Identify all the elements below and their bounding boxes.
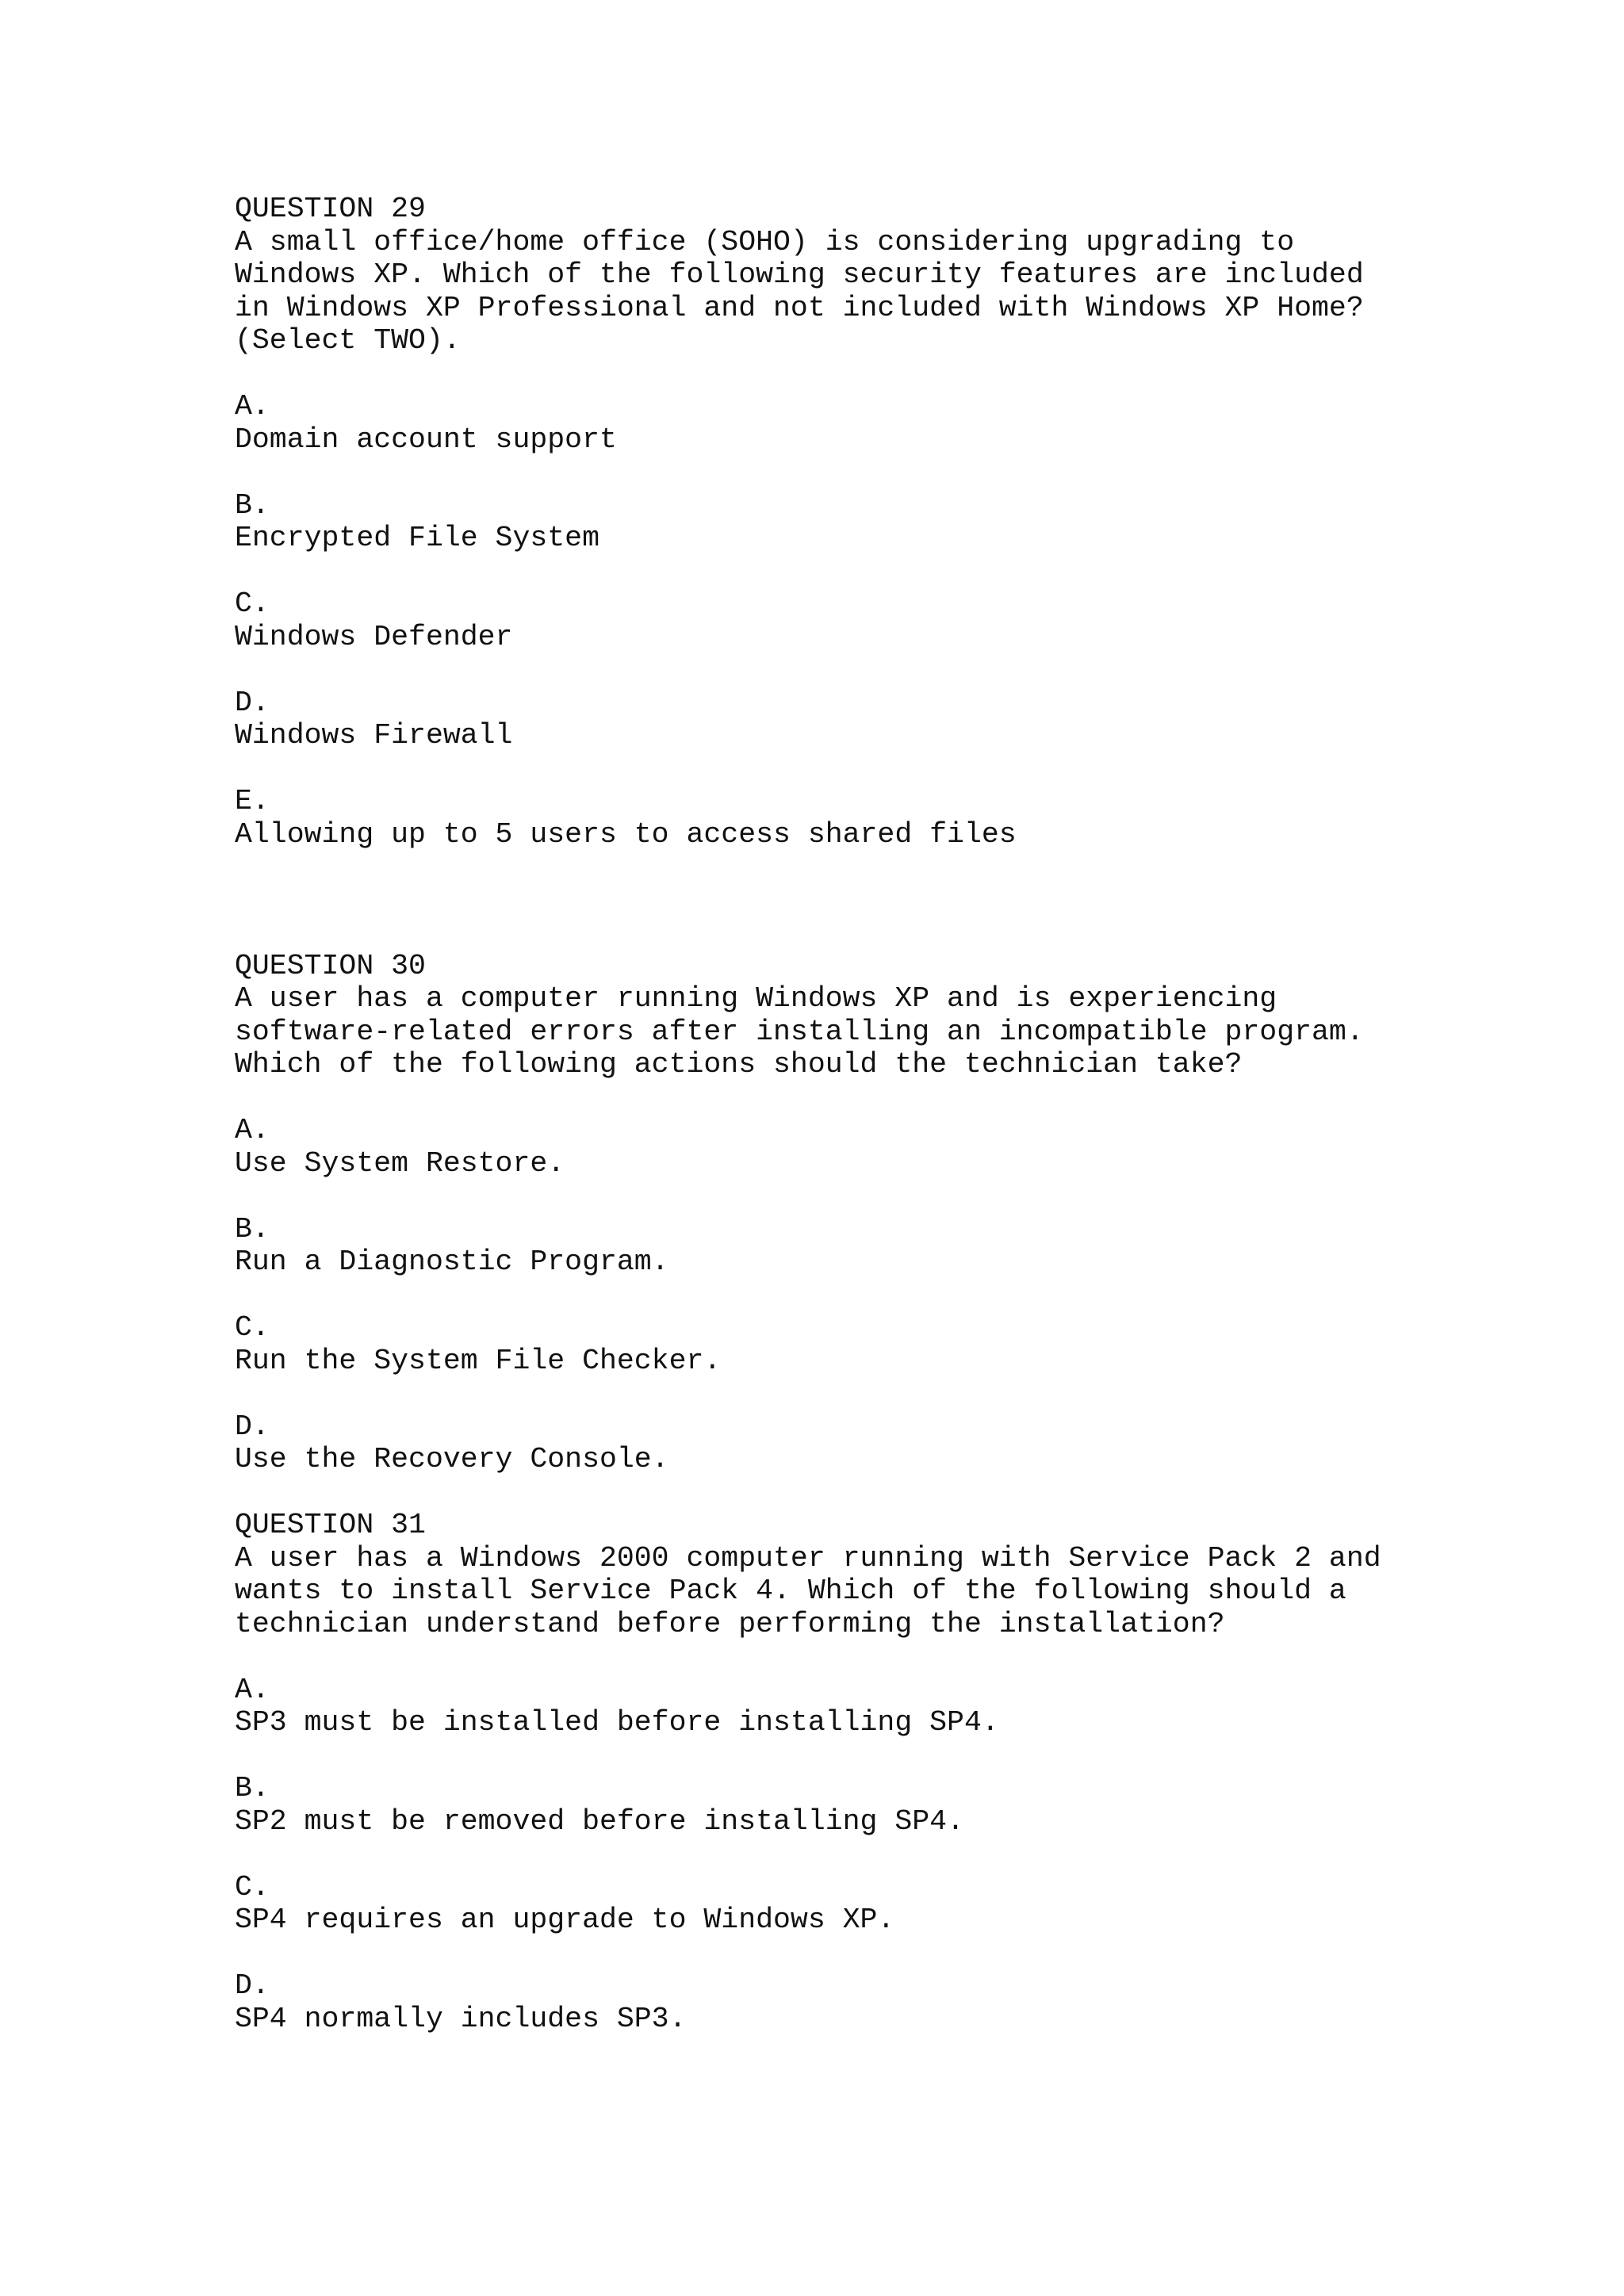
option-letter: C.	[235, 1311, 270, 1344]
question-title: QUESTION 29	[235, 193, 426, 225]
option-letter: C.	[235, 1870, 270, 1904]
option-c	[235, 587, 1583, 653]
option-text: Use the Recovery Console.	[235, 1443, 669, 1475]
question-text: A user has a computer running Windows XP and is experiencing software-related errors after installing an incompatible program. Which of the following actions should the technician take?	[235, 982, 1364, 1081]
option-d	[235, 1410, 1583, 1476]
option-b	[235, 1213, 1583, 1279]
option-letter: C.	[235, 587, 270, 620]
option-letter: A.	[235, 1114, 270, 1146]
option-letter: A.	[235, 1673, 270, 1706]
document-content	[235, 193, 1583, 2035]
option-letter: B.	[235, 488, 270, 522]
spacer	[235, 851, 1583, 950]
option-text: Use System Restore.	[235, 1146, 565, 1180]
option-text: Encrypted File System	[235, 522, 599, 554]
option-text: Run a Diagnostic Program.	[235, 1246, 669, 1278]
question-title: QUESTION 31	[235, 1509, 426, 1541]
option-d	[235, 687, 1583, 752]
option-text: Allowing up to 5 users to access shared files	[235, 817, 1017, 851]
option-letter: A.	[235, 390, 270, 423]
spacer	[235, 1476, 1583, 1510]
option-a	[235, 1674, 1583, 1739]
question-30	[235, 950, 1583, 1476]
option-b	[235, 1772, 1583, 1838]
option-e	[235, 785, 1583, 851]
option-b	[235, 489, 1583, 555]
question-31	[235, 1509, 1583, 2035]
option-text: SP4 requires an upgrade to Windows XP.	[235, 1904, 895, 1936]
option-text: SP3 must be installed before installing SP4.	[235, 1706, 999, 1739]
option-letter: E.	[235, 785, 270, 817]
option-letter: B.	[235, 1772, 270, 1804]
option-c	[235, 1871, 1583, 1937]
option-text: SP2 must be removed before installing SP4.	[235, 1804, 964, 1838]
option-a	[235, 390, 1583, 456]
option-text: Domain account support	[235, 423, 617, 456]
option-letter: D.	[235, 1410, 270, 1443]
option-letter: D.	[235, 1969, 270, 2002]
option-text: Windows Defender	[235, 620, 513, 653]
option-letter: B.	[235, 1212, 270, 1246]
option-c	[235, 1311, 1583, 1377]
option-letter: D.	[235, 686, 270, 719]
question-text: A small office/home office (SOHO) is considering upgrading to Windows XP. Which of the following security features are included in Windows XP Professional and not included with Windows XP Home? (Select TWO).	[235, 225, 1364, 357]
question-title: QUESTION 30	[235, 949, 426, 982]
option-text: SP4 normally includes SP3.	[235, 2002, 687, 2035]
option-text: Run the System File Checker.	[235, 1344, 722, 1377]
option-text: Windows Firewall	[235, 719, 513, 752]
option-a	[235, 1114, 1583, 1180]
question-text: A user has a Windows 2000 computer running with Service Pack 2 and wants to install Service Pack 4. Which of the following should a technician understand before performing the installation?	[235, 1541, 1381, 1640]
option-d	[235, 1969, 1583, 2035]
question-29	[235, 193, 1583, 851]
